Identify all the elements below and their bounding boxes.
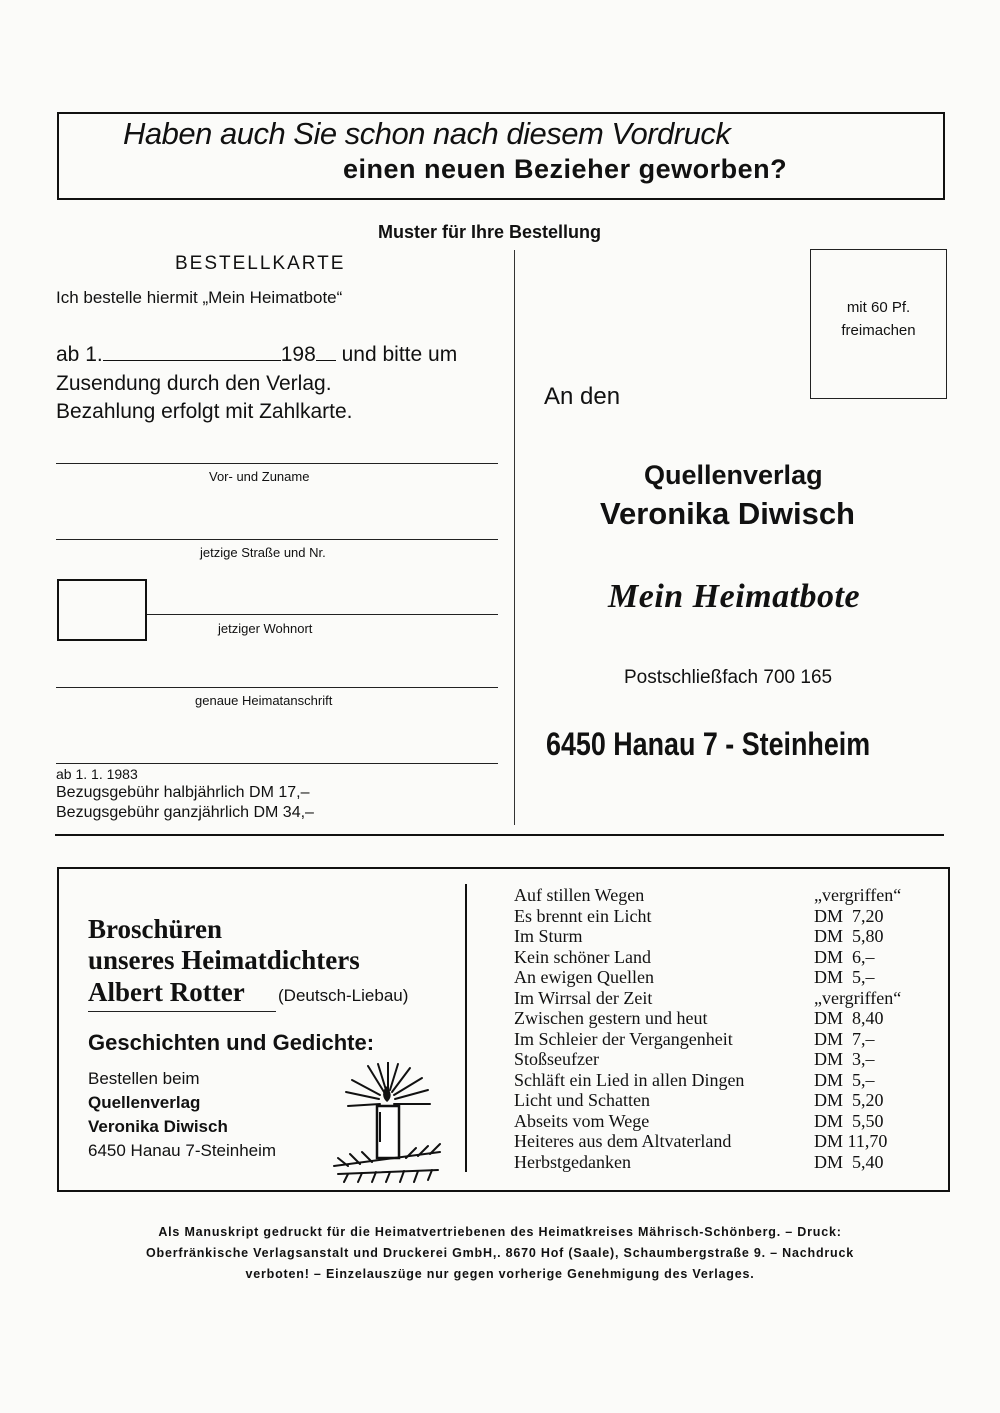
brochure-price: DM 8,40 [814,1008,884,1028]
start-date-suffix: und bitte um [341,343,458,366]
candle-icon [328,1062,446,1186]
sample-order-label: Muster für Ihre Bestellung [378,222,602,242]
brochure-price: DM 6,– [814,946,875,967]
magazine-title: Mein Heimatbote [608,578,861,615]
brochure-list-item [514,1049,934,1070]
brochure-heading-line2: unseres Heimatdichters [88,945,360,975]
author-name: Albert Rotter [88,977,245,1007]
fee-full-year: Bezugsgebühr ganzjährlich DM 34,– [56,804,314,821]
brochure-list-item [514,988,934,1009]
brochure-title: Licht und Schatten [514,1090,650,1110]
brochure-price: DM 5,– [814,967,875,987]
brochure-list-item [514,1131,934,1152]
brochure-list-item [514,947,934,968]
brochure-title: Kein schöner Land [514,946,651,967]
brochure-title: Stoßseufzer [514,1049,599,1069]
brochure-list-item [514,926,934,947]
brochure-list-item [514,1029,934,1050]
brochure-title: Zwischen gestern und heut [514,1008,708,1028]
town-field-label: jetziger Wohnort [218,621,313,636]
brochure-price: DM 3,– [814,1049,875,1069]
brochure-title: Im Wirrsal der Zeit [514,987,653,1008]
recipient-prefix: An den [544,383,621,410]
publisher-name: Quellenverlag [644,460,823,490]
start-date-prefix: ab 1. [56,343,103,366]
po-box: Postschließfach 700 165 [624,667,833,688]
home-address-field-line [56,687,498,688]
brochure-price: DM 7,20 [814,905,884,926]
brochure-list-item [514,1111,934,1132]
order-from-label: Bestellen beim [88,1069,200,1088]
brochure-price: DM 7,– [814,1028,875,1049]
brochure-price: DM 5,– [814,1069,875,1090]
brochure-list-item [514,1090,934,1111]
brochure-heading-line1: Broschüren [88,914,223,944]
publisher-owner: Veronika Diwisch [600,496,855,531]
brochure-title: Schläft ein Lied in allen Dingen [514,1069,745,1090]
town-field-line [147,614,498,615]
imprint-line1: Als Manuskript gedruckt für die Heimatvertriebenen des Heimatkreises Mährisch-Schönberg. – Druck: [158,1225,842,1239]
brochure-title: Es brennt ein Licht [514,905,652,926]
brochure-list-item [514,1008,934,1029]
start-date-blank [103,344,281,361]
card-divider [514,250,515,825]
start-date-year-blank [316,344,336,361]
brochure-price: DM 5,40 [814,1151,884,1172]
start-date-year: 198 [280,343,316,366]
section-divider [55,834,944,836]
brochure-list-item [514,967,934,988]
fee-date: ab 1. 1. 1983 [56,766,138,782]
order-from-city: 6450 Hanau 7-Steinheim [88,1141,277,1160]
order-card-line1: Ich bestelle hiermit „Mein Heimatbote“ [56,288,343,307]
order-card-line4: Bezahlung erfolgt mit Zahlkarte. [56,400,353,423]
brochure-title: Im Sturm [514,926,583,946]
brochure-list-item [514,1152,934,1173]
postcode-box [57,579,147,641]
order-from-owner: Veronika Diwisch [88,1117,228,1136]
order-from-publisher: Quellenverlag [88,1093,201,1112]
order-card-title: BESTELLKARTE [175,253,346,274]
imprint-footer [60,1222,940,1285]
brochure-title: Abseits vom Wege [514,1110,650,1131]
brochure-list-item [514,906,934,927]
stamp-postage-line1: mit 60 Pf. [846,299,911,316]
author-underline [88,1011,276,1012]
street-field-line [56,539,498,540]
name-field-label: Vor- und Zuname [209,469,310,484]
brochure-subtitle: Geschichten und Gedichte: [88,1030,375,1055]
header-question-line1: Haben auch Sie schon nach diesem Vordruck [123,116,731,151]
publisher-city: 6450 Hanau 7 - Steinheim [546,726,871,762]
brochure-list [514,885,934,1172]
brochure-price: DM 5,20 [814,1090,884,1110]
brochure-title: Herbstgedanken [514,1151,631,1172]
brochure-divider [465,884,467,1172]
stamp-postage-line2: freimachen [841,322,916,339]
author-origin: (Deutsch-Liebau) [278,986,409,1005]
header-question-line2: einen neuen Bezieher geworben? [343,154,788,184]
imprint-line2: Oberfränkische Verlagsanstalt und Druckerei GmbH,. 8670 Hof (Saale), Schaumbergstraße 9. – Nachdruck [145,1246,854,1260]
brochure-list-item [514,1070,934,1091]
brochure-price: „vergriffen“ [814,987,902,1008]
order-card-line3: Zusendung durch den Verlag. [56,372,332,395]
signature-line [56,763,498,764]
brochure-price: DM 5,80 [814,926,884,946]
brochure-list-item [514,885,934,906]
brochure-price: „vergriffen“ [814,885,902,905]
home-address-field-label: genaue Heimatanschrift [195,693,333,708]
brochure-price: DM 5,50 [814,1110,884,1131]
fee-half-year: Bezugsgebühr halbjährlich DM 17,– [56,784,310,801]
brochure-title: Auf stillen Wegen [514,885,645,905]
imprint-line3: verboten! – Einzelauszüge nur gegen vorherige Genehmigung des Verlages. [245,1267,755,1281]
brochure-title: Heiteres aus dem Altvaterland [514,1131,732,1151]
name-field-line [56,463,498,464]
brochure-price: DM 11,70 [814,1131,888,1151]
brochure-title: An ewigen Quellen [514,967,654,987]
street-field-label: jetzige Straße und Nr. [200,545,326,560]
brochure-title: Im Schleier der Vergangenheit [514,1028,733,1049]
order-card-start-date [56,343,457,367]
